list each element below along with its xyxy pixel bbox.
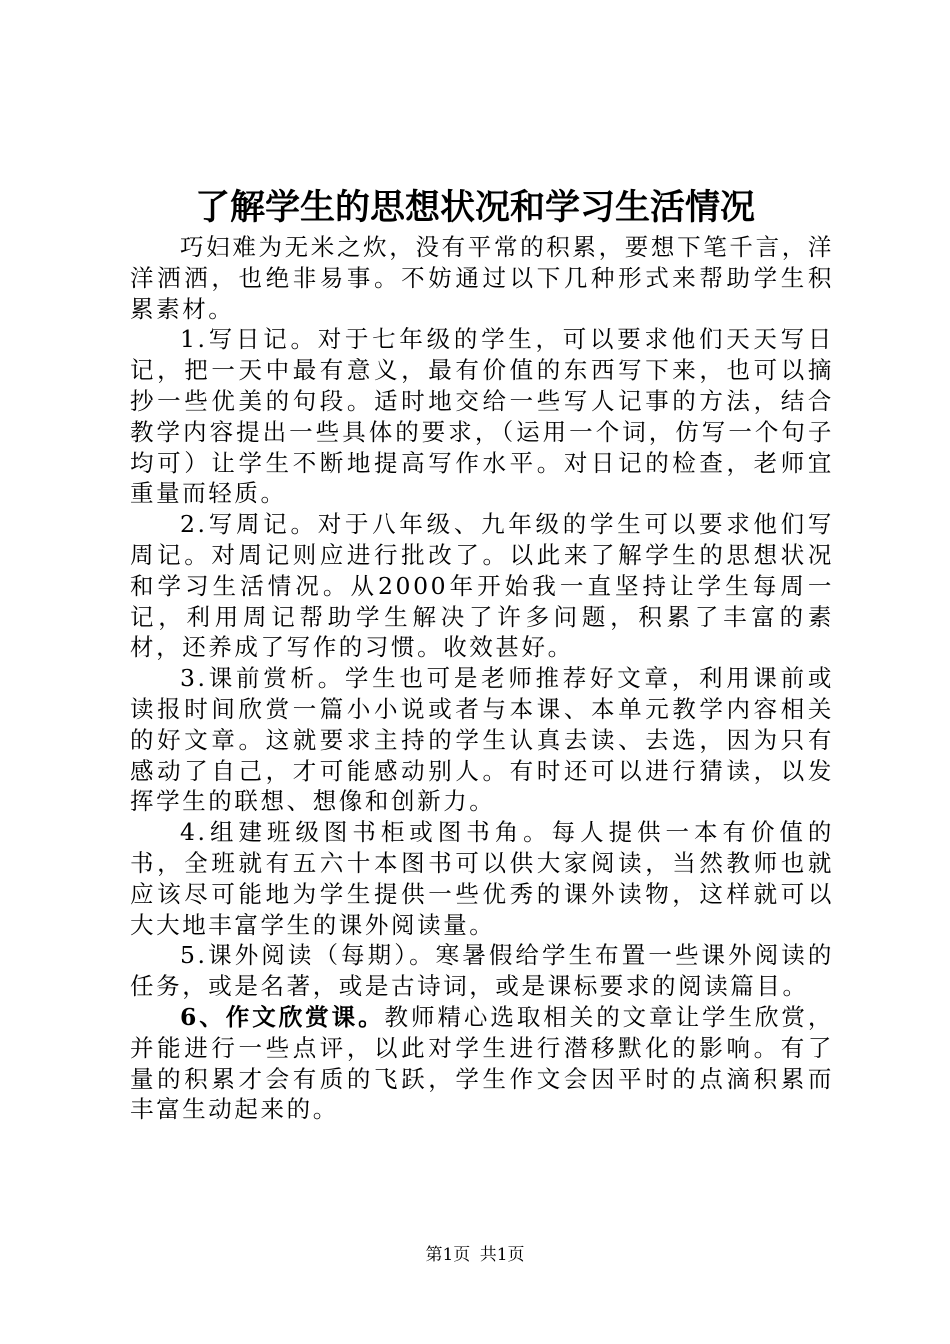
paragraph-composition-appreciation (130, 1002, 834, 1125)
paragraph-text: 4.组建班级图书柜或图书角。每人提供一本有价值的书，全班就有五六十本图书可以供大家阅读，当然教师也就应该尽可能地为学生提供一些优秀的课外读物，这样就可以大大地丰富学生的课外阅读量。 (130, 818, 834, 939)
page-total: 共1页 (479, 1245, 525, 1265)
paragraph-text: 教师精心选取相关的文章让学生欣赏，并能进行一些点评，以此对学生进行潜移默化的影响。有了量的积累才会有质的飞跃，学生作文会因平时的点滴积累而丰富生动起来的。 (130, 1002, 834, 1124)
paragraph-text: 巧妇难为无米之炊，没有平常的积累，要想下笔千言，洋洋洒洒，也绝非易事。不妨通过以下几种形式来帮助学生积累素材。 (130, 233, 834, 323)
paragraph-pre-class-appreciation (130, 663, 834, 817)
document-title: 了解学生的思想状况和学习生活情况 (194, 187, 755, 228)
page-number: 第1页 (425, 1245, 471, 1265)
paragraph-text: 3.课前赏析。学生也可是老师推荐好文章，利用课前或读报时间欣赏一篇小小说或者与本课、本单元教学内容相关的好文章。这就要求主持的学生认真去读、去选，因为只有感动了自己，才可能感动别人。有时还可以进行猜读，以发挥学生的联想、想像和创新力。 (130, 664, 834, 816)
paragraph-text: 2.写周记。对于八年级、九年级的学生可以要求他们写周记。对周记则应进行批改了。以此来了解学生的思想状况和学习生活情况。从2000年开始我一直坚持让学生每周一记，利用周记帮助学生解决了许多问题，积累了丰富的素材，还养成了写作的习惯。收效甚好。 (130, 510, 834, 662)
paragraph-diary (130, 324, 834, 509)
paragraph-text: 5.课外阅读（每期）。寒暑假给学生布置一些课外阅读的任务，或是名著，或是古诗词，或是课标要求的阅读篇目。 (130, 941, 834, 1001)
paragraph-extracurricular-reading (130, 940, 834, 1002)
paragraph-book-corner (130, 817, 834, 940)
paragraph-lead: 6、作文欣赏课。 (180, 1002, 385, 1031)
paragraph-intro (130, 232, 834, 324)
page-footer (0, 1244, 950, 1266)
paragraph-weekly-journal (130, 509, 834, 663)
document-body (130, 232, 834, 1125)
paragraph-text: 1.写日记。对于七年级的学生，可以要求他们天天写日记，把一天中最有意义，最有价值的东西写下来，也可以摘抄一些优美的句段。适时地交给一些写人记事的方法，结合教学内容提出一些具体的要求，（运用一个词，仿写一个句子均可）让学生不断地提高写作水平。对日记的检查，老师宜重量而轻质。 (130, 325, 834, 508)
